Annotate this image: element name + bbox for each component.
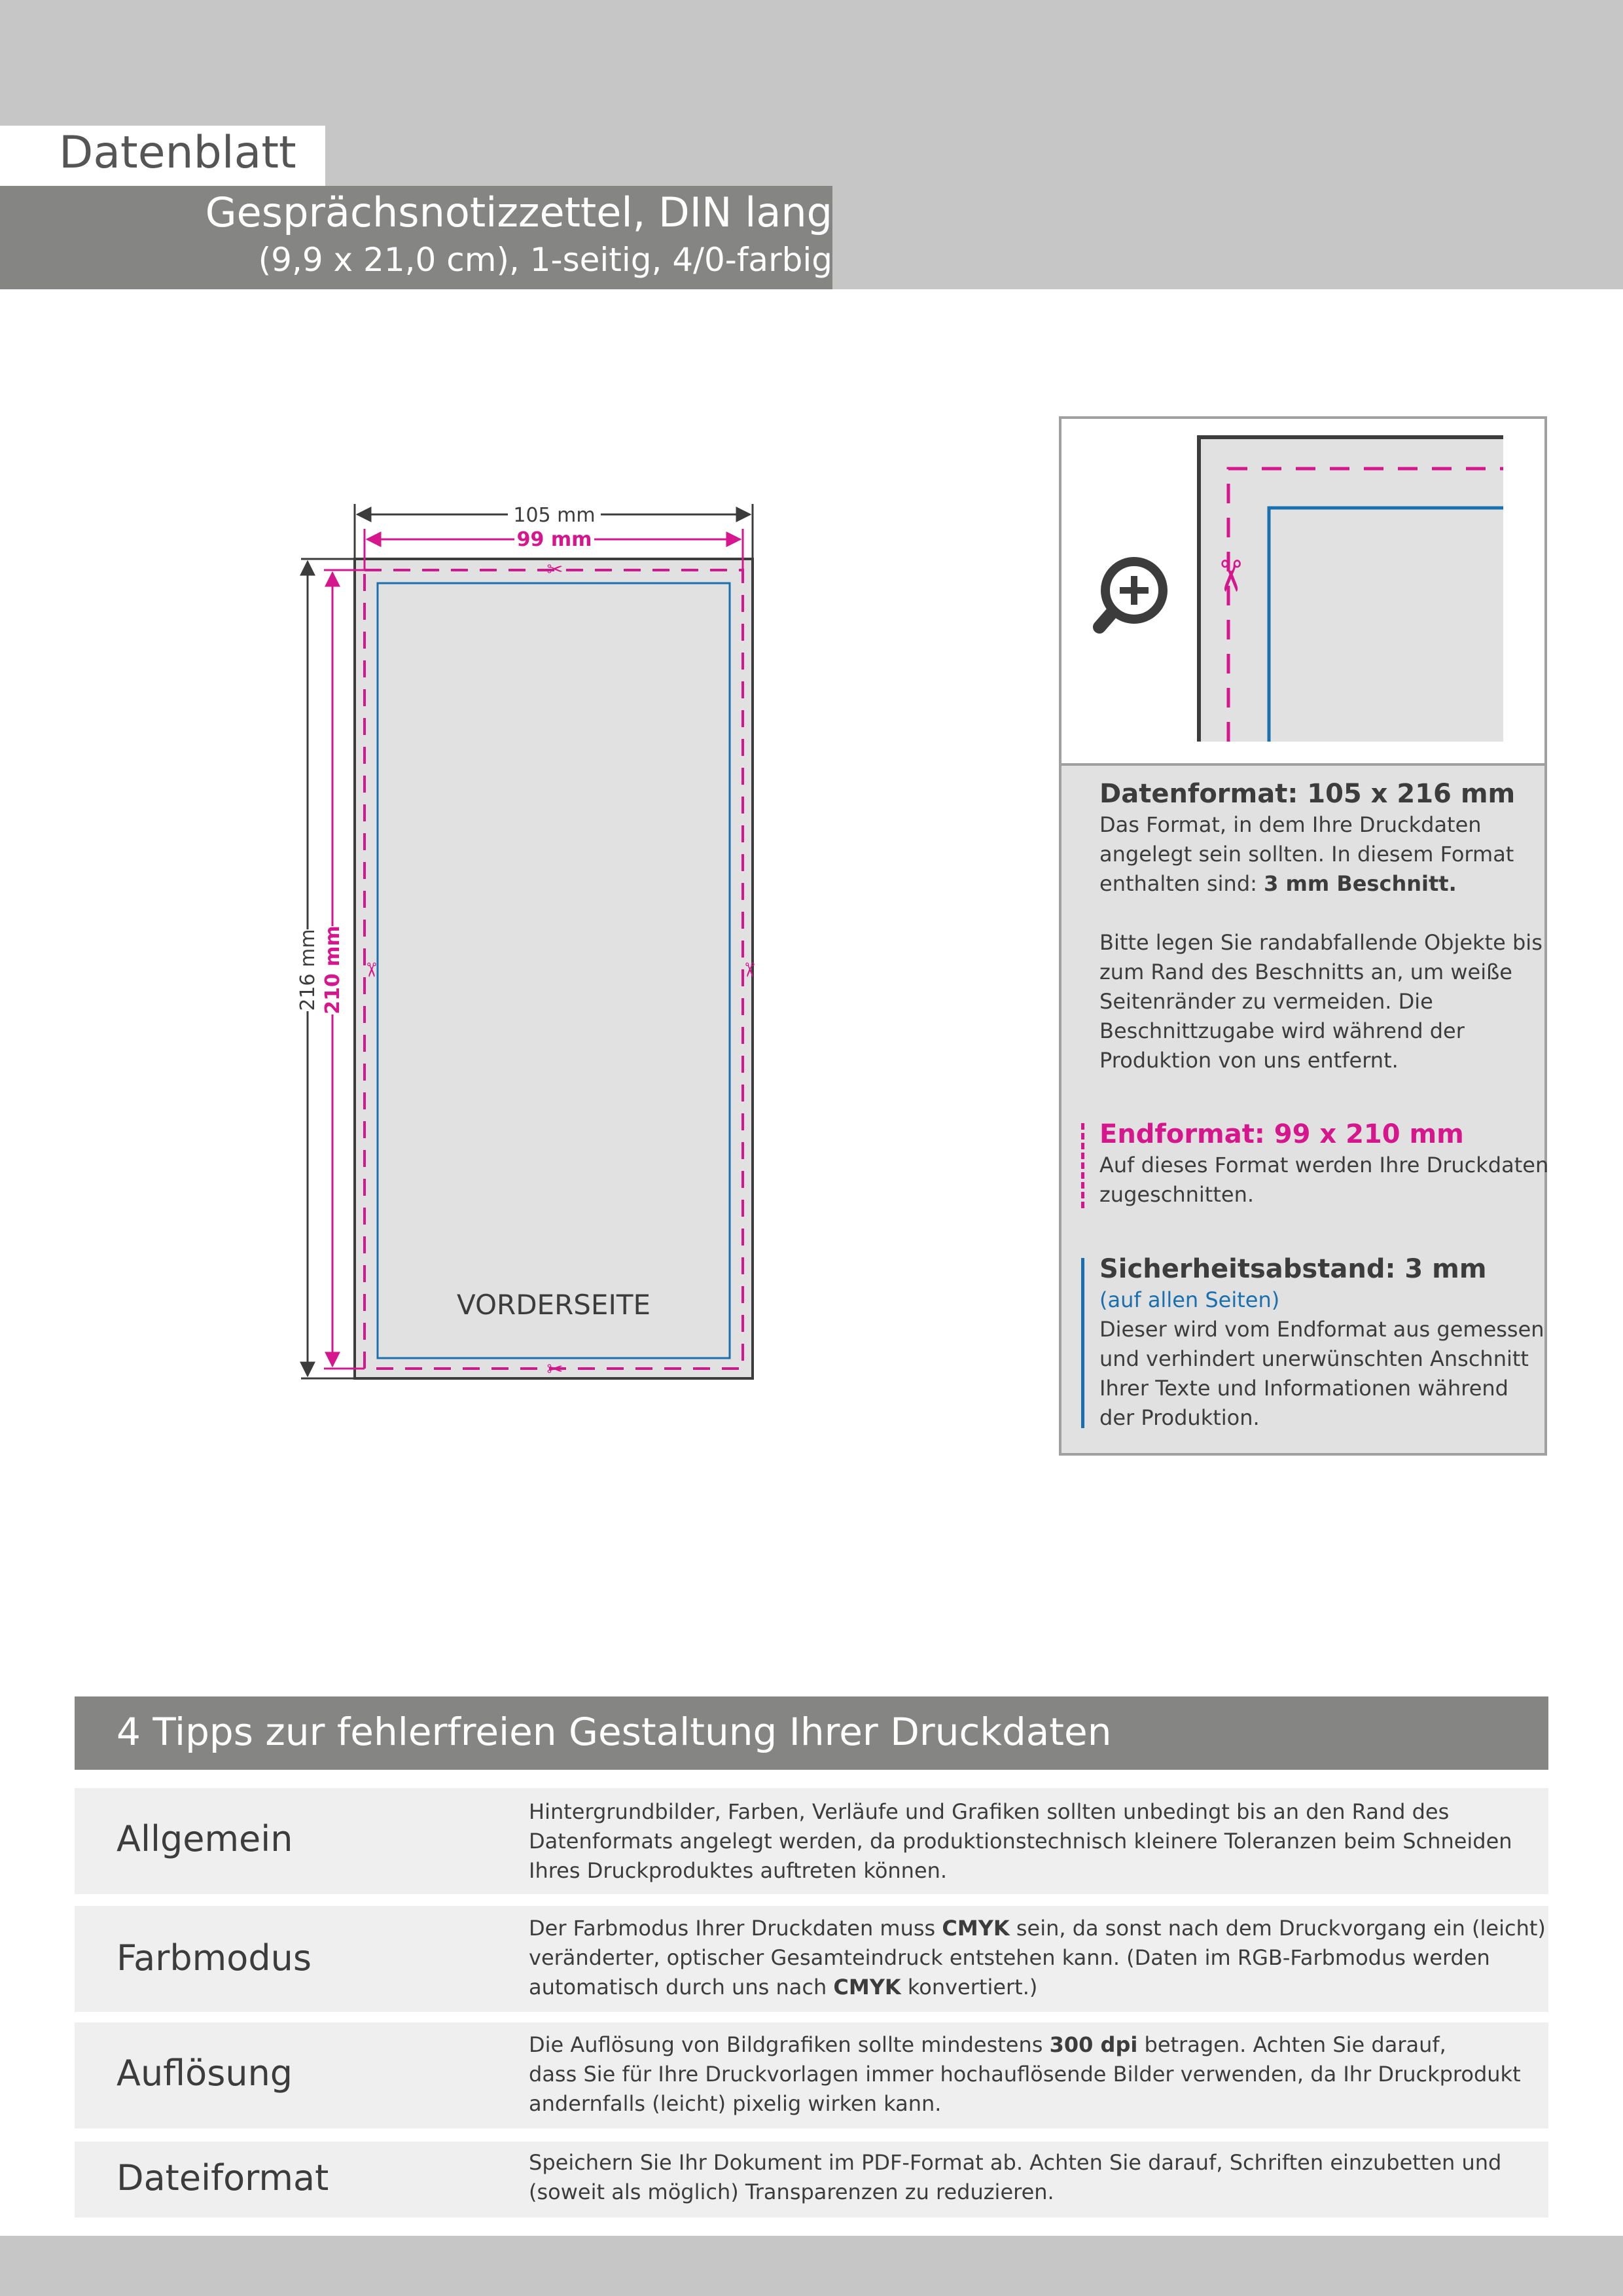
- width-end-label: 99 mm: [516, 528, 592, 551]
- data-format-line: enthalten sind: 3 mm Beschnitt.: [1099, 871, 1457, 896]
- width-data-label: 105 mm: [513, 504, 596, 527]
- data-format-title: Datenformat: 105 x 216 mm: [1099, 779, 1516, 809]
- tip-text: Die Auflösung von Bildgrafiken sollte mindestens 300 dpi betragen. Achten Sie darauf, dass Sie für Ihre Druckvorlagen immer hochauflösende Bilder verwenden, da Ihr Druckprodukt andernfalls (leicht) pixelig wirken kann.: [529, 2032, 1521, 2116]
- safety-line: Ihrer Texte und Informationen während: [1099, 1376, 1508, 1401]
- height-data-label: 216 mm: [296, 929, 319, 1011]
- tips-title: 4 Tipps zur fehlerfreien Gestaltung Ihrer Druckdaten: [116, 1710, 1112, 1754]
- end-format-line: Auf dieses Format werden Ihre Druckdaten: [1099, 1153, 1549, 1177]
- tip-label: Auflösung: [116, 2053, 293, 2094]
- svg-text:✂: ✂: [738, 961, 760, 978]
- safety-title: Sicherheitsabstand: 3 mm: [1099, 1254, 1487, 1284]
- side-label: VORDERSEITE: [456, 1289, 651, 1321]
- data-format-note: Beschnittzugabe wird während der: [1099, 1018, 1465, 1043]
- safety-marker: [1081, 1258, 1084, 1428]
- tip-label: Allgemein: [116, 1818, 293, 1859]
- data-format-note: zum Rand des Beschnitts an, um weiße: [1099, 960, 1512, 984]
- end-format-marker: [1081, 1123, 1084, 1208]
- end-format-block: [1099, 1118, 1558, 1210]
- height-end-label: 210 mm: [321, 925, 344, 1014]
- product-subtitle: (9,9 x 21,0 cm), 1-seitig, 4/0-farbig: [258, 241, 832, 279]
- data-format-line: Das Format, in dem Ihre Druckdaten: [1099, 812, 1482, 837]
- svg-text:✂: ✂: [546, 1358, 563, 1381]
- safety-subtitle: (auf allen Seiten): [1099, 1287, 1280, 1312]
- data-format-note: Seitenränder zu vermeiden. Die: [1099, 989, 1433, 1014]
- svg-text:✂: ✂: [546, 558, 563, 581]
- data-format-block: [1099, 778, 1558, 1075]
- datasheet-label: Datenblatt: [59, 127, 296, 179]
- safety-line: der Produktion.: [1099, 1405, 1260, 1430]
- scissor-icon: ✂: [1205, 558, 1255, 594]
- safety-line: Dieser wird vom Endformat aus gemessen: [1099, 1317, 1544, 1342]
- data-format-note: Bitte legen Sie randabfallende Objekte bis: [1099, 930, 1543, 955]
- safety-block: [1099, 1253, 1558, 1433]
- tip-label: Farbmodus: [116, 1937, 312, 1979]
- tip-text: Hintergrundbilder, Farben, Verläufe und Grafiken sollten unbedingt bis an den Rand des Datenformats angelegt werden, da produktionstechnisch kleinere Toleranzen beim Schneiden Ihres Druckproduktes auftreten können.: [529, 1799, 1512, 1883]
- end-format-line: zugeschnitten.: [1099, 1182, 1255, 1207]
- footer-band: [0, 2236, 1623, 2296]
- data-format-line: angelegt sein sollten. In diesem Format: [1099, 842, 1514, 867]
- tip-label: Dateiformat: [116, 2157, 329, 2198]
- product-title: Gesprächsnotizzettel, DIN lang: [205, 188, 832, 236]
- data-format-note: Produktion von uns entfernt.: [1099, 1048, 1399, 1073]
- tip-text: Speichern Sie Ihr Dokument im PDF-Format ab. Achten Sie darauf, Schriften einzubetten und (soweit als möglich) Transparenzen zu reduzieren.: [529, 2150, 1502, 2204]
- end-format-title: Endformat: 99 x 210 mm: [1099, 1119, 1464, 1149]
- data-format-rect: [355, 559, 753, 1378]
- zoom-in-icon: [1099, 562, 1163, 627]
- safety-line: und verhindert unerwünschten Anschnitt: [1099, 1346, 1529, 1371]
- svg-text:✂: ✂: [359, 961, 382, 978]
- tip-text: Der Farbmodus Ihrer Druckdaten muss CMYK sein, da sonst nach dem Druckvorgang ein (leicht) veränderter, optischer Gesamteindruck entstehen kann. (Daten im RGB-Farbmodus werden automatisch durch uns nach CMYK konvertiert.): [529, 1916, 1546, 2000]
